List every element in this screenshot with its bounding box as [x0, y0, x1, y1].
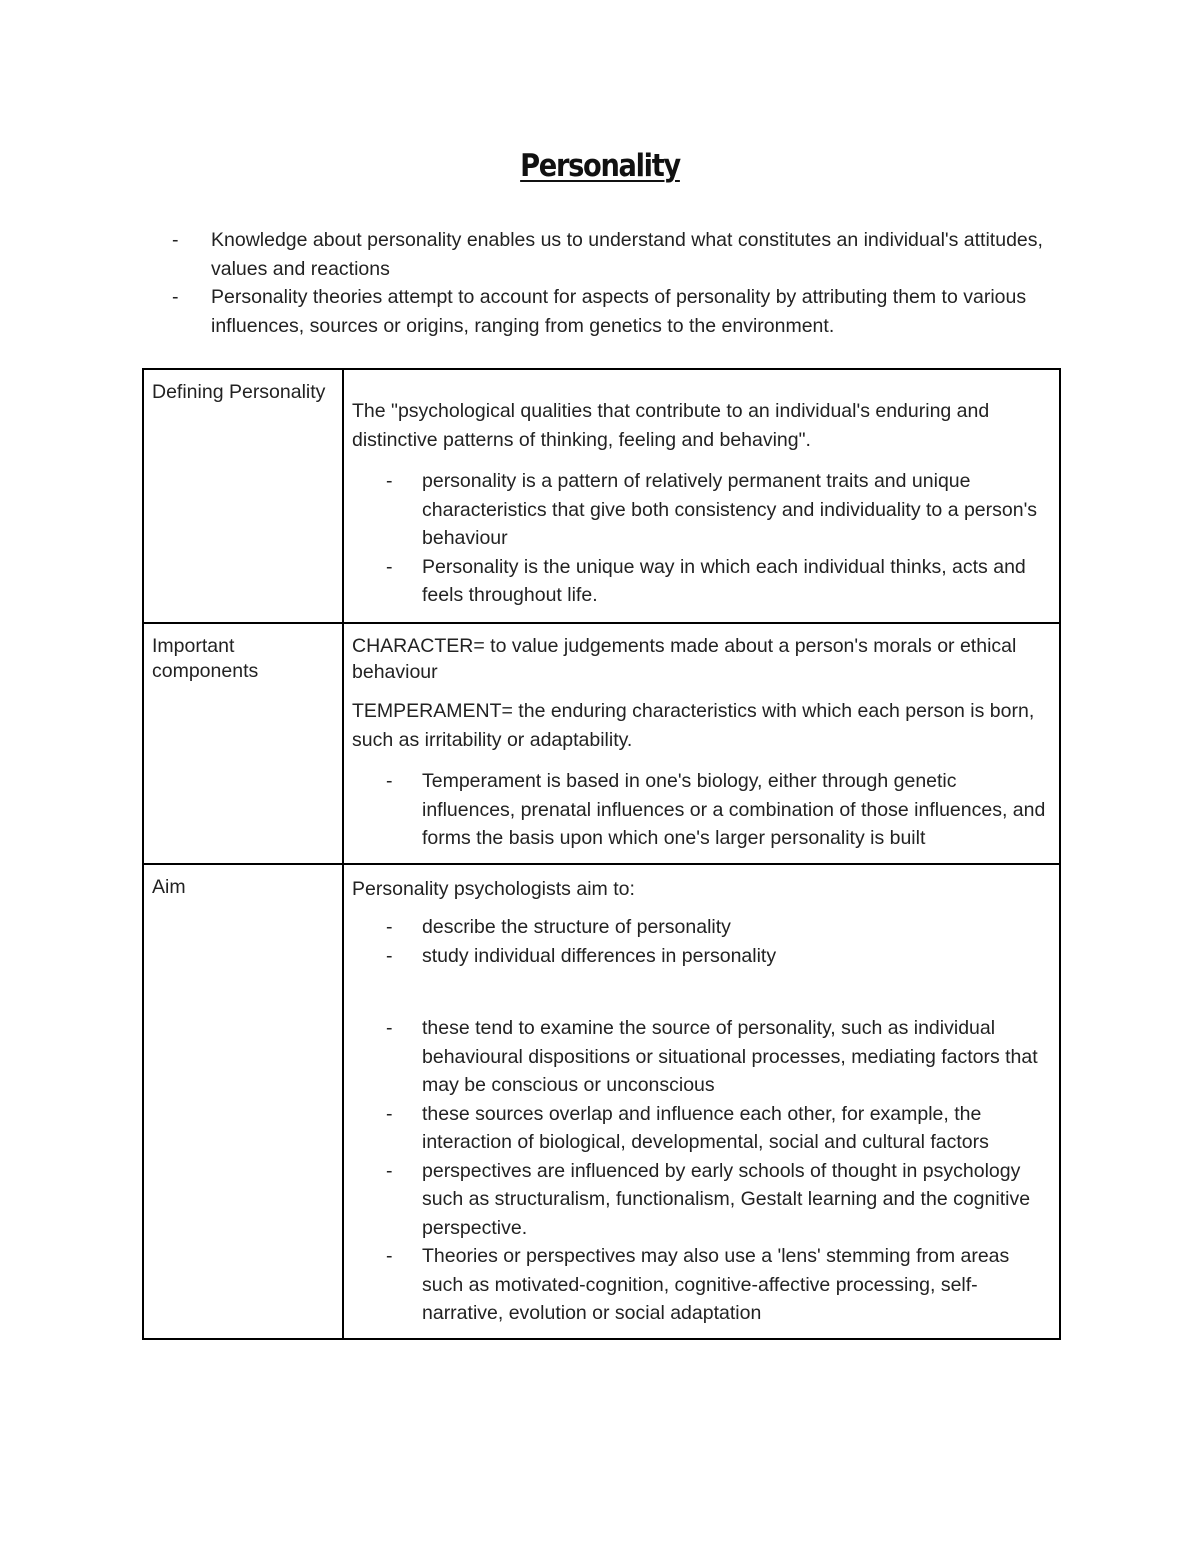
bullet-list [352, 913, 1051, 970]
list-item [172, 226, 1062, 283]
row-label: Important components [143, 623, 343, 864]
aim-intro: Personality psychologists aim to: [352, 877, 635, 900]
bullet-list [352, 767, 1051, 853]
row-content [343, 864, 1060, 1339]
list-item-text: Theories or perspectives may also use a 'lens' stemming from areas such as motivated-cognition, cognitive-affective processing, self-narrative, evolution or social adaptation [422, 1245, 1010, 1324]
bullet-dash: - [386, 1102, 393, 1125]
bullet-dash: - [386, 770, 393, 792]
list-item [352, 913, 1051, 942]
list-item-text: Knowledge about personality enables us to understand what constitutes an individual's attitudes, values and reactions [211, 229, 1043, 280]
bullet-dash: - [386, 1017, 393, 1039]
table-row [143, 623, 1060, 864]
row-label: Aim [143, 864, 343, 1339]
bullet-dash: - [386, 916, 393, 938]
bullet-dash: - [386, 555, 393, 578]
list-item [352, 1014, 1051, 1100]
personality-table [142, 368, 1061, 1340]
table-row [143, 369, 1060, 623]
list-item-text: describe the structure of personality [422, 916, 731, 938]
list-item-text: these sources overlap and influence each other, for example, the interaction of biological, developmental, social and cultural factors [422, 1102, 989, 1153]
list-item-text: Personality is the unique way in which each individual thinks, acts and feels throughout life. [422, 555, 1026, 606]
intro-bullet-list [172, 226, 1062, 340]
character-paragraph: CHARACTER= to value judgements made about a person's morals or ethical behaviour [352, 635, 1017, 683]
list-item [352, 1242, 1051, 1328]
list-item [352, 553, 1051, 610]
bullet-dash: - [386, 1245, 393, 1267]
list-item [352, 942, 1051, 971]
list-item [172, 283, 1062, 340]
bullet-dash: - [386, 1159, 393, 1182]
list-item [352, 767, 1051, 853]
row-content [343, 369, 1060, 623]
list-item [352, 1157, 1051, 1243]
row-content [343, 623, 1060, 864]
bullet-dash: - [386, 944, 393, 967]
list-item [352, 1100, 1051, 1157]
bullet-dash: - [172, 229, 179, 251]
bullet-list [352, 1014, 1051, 1328]
bullet-dash: - [172, 286, 179, 308]
list-item-text: these tend to examine the source of personality, such as individual behavioural dispositions or situational processes, mediating factors that may be conscious or unconscious [422, 1017, 1038, 1096]
list-item-text: personality is a pattern of relatively permanent traits and unique characteristics that give both consistency and individuality to a person's behaviour [422, 470, 1038, 549]
list-item-text: perspectives are influenced by early schools of thought in psychology such as structuralism, functionalism, Gestalt learning and the cognitive perspective. [422, 1159, 1031, 1239]
temperament-paragraph: TEMPERAMENT= the enduring characteristics with which each person is born, such as irritability or adaptability. [352, 700, 1035, 751]
definition-paragraph: The "psychological qualities that contribute to an individual's enduring and distinctive patterns of thinking, feeling and behaving". [352, 400, 990, 451]
list-item-text: Personality theories attempt to account for aspects of personality by attributing them to various influences, sources or origins, ranging from genetics to the environment. [211, 286, 1027, 337]
row-label: Defining Personality [143, 369, 343, 623]
bullet-list [352, 467, 1051, 610]
bullet-dash: - [386, 470, 393, 492]
list-item-text: Temperament is based in one's biology, either through genetic influences, prenatal influences or a combination of those influences, and forms the basis upon which one's larger personality is built [422, 770, 1046, 849]
list-item [352, 467, 1051, 553]
list-item-text: study individual differences in personality [422, 944, 777, 967]
table-row [143, 864, 1060, 1339]
page-title: Personality [520, 148, 680, 184]
